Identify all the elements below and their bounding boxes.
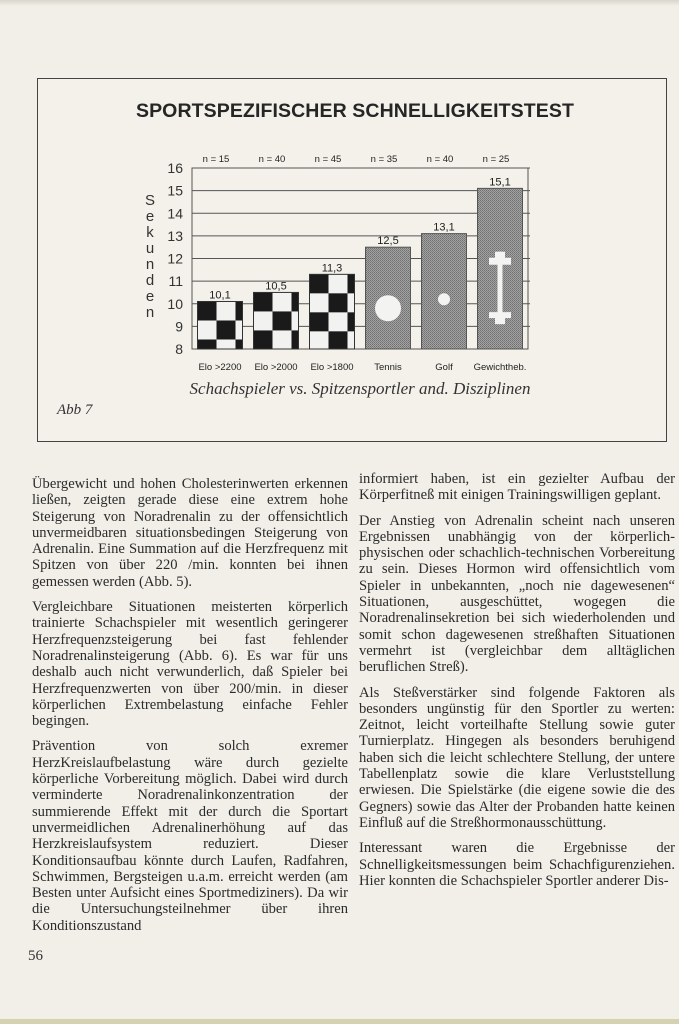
bar-6 — [478, 188, 523, 349]
golf-ball-icon — [438, 293, 450, 305]
chess-square — [348, 274, 367, 293]
sample-size-label: n = 35 — [370, 154, 398, 165]
body-column-left — [32, 476, 348, 943]
sample-size-label: n = 45 — [314, 154, 342, 165]
chess-square — [254, 292, 273, 311]
y-tick-label: 8 — [175, 341, 183, 357]
chess-square — [198, 301, 217, 320]
y-tick-labels — [167, 160, 183, 357]
bar-fill — [422, 234, 467, 349]
page-bottom-edge — [0, 1019, 679, 1024]
y-tick-label: 9 — [175, 318, 183, 335]
body-column-right — [359, 471, 675, 898]
category-label: Elo >1800 — [310, 362, 354, 373]
sample-size-label: n = 25 — [482, 154, 510, 165]
chess-square — [329, 293, 348, 312]
figure-label: Abb 7 — [57, 402, 93, 418]
chess-square — [292, 292, 311, 311]
chess-square — [329, 331, 348, 350]
tennis-ball-icon — [375, 295, 401, 321]
value-label: 15,1 — [489, 176, 511, 189]
chart-title: SPORTSPEZIFISCHER SCHNELLIGKEITSTEST — [135, 100, 575, 122]
paragraph: Vergleichbare Situationen meisterten körperlich trainierte Schachspieler mit wesentlich geringerer Herzfrequenzsteigerung bei fast fehlender Noradrenalinsteigerung (Abb. 6). Es war für uns deshalb auch nicht verwunderlich, daß Spieler bei Herzfrequenzwerten von über 200/min. in dieser körperlichen Extrembelastung einfache Fehler begingen. — [32, 599, 348, 730]
y-tick-label: 13 — [167, 227, 183, 244]
chess-square — [217, 320, 236, 339]
y-tick-label: 11 — [168, 273, 183, 290]
paragraph: Der Anstieg von Adrenalin scheint nach unseren Ergebnissen unabhängig von der körperlich-physischen oder schachlich-technischen Vorbereitung zu sein. Dieses Hormon wird offensichtlich vom Spieler in unbekannten, „noch nie dagewesenen“ Situationen, ausgeschüttet, wogegen die Noradrenalinsekretion bei sich wiederholenden und somit schon dagewesenen streßhaften Situationen vermehrt ist (vergleichbar dem alltäglichen beruflichen Streß). — [359, 512, 675, 676]
value-label: 10,5 — [265, 280, 287, 293]
y-tick-label: 10 — [167, 295, 183, 312]
y-tick-label: 16 — [167, 160, 183, 176]
chess-square — [273, 311, 292, 330]
sample-size-label: n = 40 — [426, 154, 454, 165]
sample-size-label: n = 40 — [258, 154, 286, 165]
paragraph: Übergewicht und hohen Cholesterinwerten erkennen ließen, zeigten gerade diese eine extrem hohe Steigerung von Noradrenalin zu der offensichtlich unvermeidbaren situationsbedingen Steigerung von Adrenalin. Eine Summation auf die Herzfrequenz mit Spitzen von über 220 /min. konnten bei ihnen gemessen werden (Abb. 5). — [32, 476, 348, 590]
category-label: Gewichtheb. — [473, 362, 527, 373]
chess-square — [348, 312, 367, 331]
y-axis-label: Sekunden — [144, 192, 155, 321]
sample-size-label: n = 15 — [202, 154, 230, 165]
y-tick-label: 14 — [167, 205, 183, 222]
category-label: Elo >2000 — [254, 362, 298, 373]
paragraph: Als Steßverstärker sind folgende Faktoren als besonders ungünstig für den Sportler zu werten: Zeitnot, leicht vorteilhafte Stellung sowie guter Turnierplatz. Hingegen als besonders beruhigend haben sich die leicht schlechtere Stellung, der untere Tabellenplatz sowie die klare Verluststellung erwiesen. Die Spielstärke (die eigene sowie die des Gegners) sowie das Alter der Probanden hatte keinen Einfluß auf die Streßhormonausschüttung. — [359, 684, 675, 831]
chess-square — [236, 301, 255, 320]
y-tick-label: 12 — [167, 250, 183, 267]
chess-square — [292, 330, 311, 349]
chess-square — [254, 330, 273, 349]
value-label: 10,1 — [209, 289, 231, 302]
bar-5 — [422, 234, 467, 349]
value-label: 12,5 — [377, 235, 399, 248]
chess-square — [310, 274, 329, 293]
x-axis-caption: Schachspieler vs. Spitzensportler and. Disziplinen — [189, 379, 531, 398]
chess-square — [310, 312, 329, 331]
paragraph: informiert haben, ist ein gezielter Aufbau der Körperfitneß mit einigen Trainingswilligen geplant. — [359, 471, 675, 504]
value-label: 11,3 — [321, 262, 343, 275]
page-number: 56 — [28, 948, 43, 964]
bar-4 — [366, 247, 411, 349]
y-tick-label: 15 — [167, 182, 183, 199]
paragraph: Interessant waren die Ergebnisse der Schnelligkeitsmessungen beim Schachfigurenziehen. Hier konnten die Schachspieler Sportler anderer Dis- — [359, 840, 675, 889]
bar-chart — [0, 0, 679, 380]
category-label: Tennis — [374, 362, 402, 373]
category-label: Golf — [435, 362, 453, 373]
paragraph: Prävention von solch exremer HerzKreislaufbelastung wäre durch gezielte körperliche Vorbereitung möglich. Dabei wird durch verminderte Noradrenalinkonzentration der summierende Effekt mit der durch die Sportart unvermeidlichen Adrenalinerhöhung auf das Herzkreislaufsystem reduziert. Dieser Konditionsaufbau könnte durch Laufen, Radfahren, Schwimmen, Bergsteigen u.a.m. erreicht werden (am Besten unter Aufsicht eines Sportmediziners). Da wir die Untersuchungsteilnehmer über ihren Konditionszustand — [32, 738, 348, 934]
value-label: 13,1 — [433, 221, 455, 234]
category-label: Elo >2200 — [198, 362, 242, 373]
